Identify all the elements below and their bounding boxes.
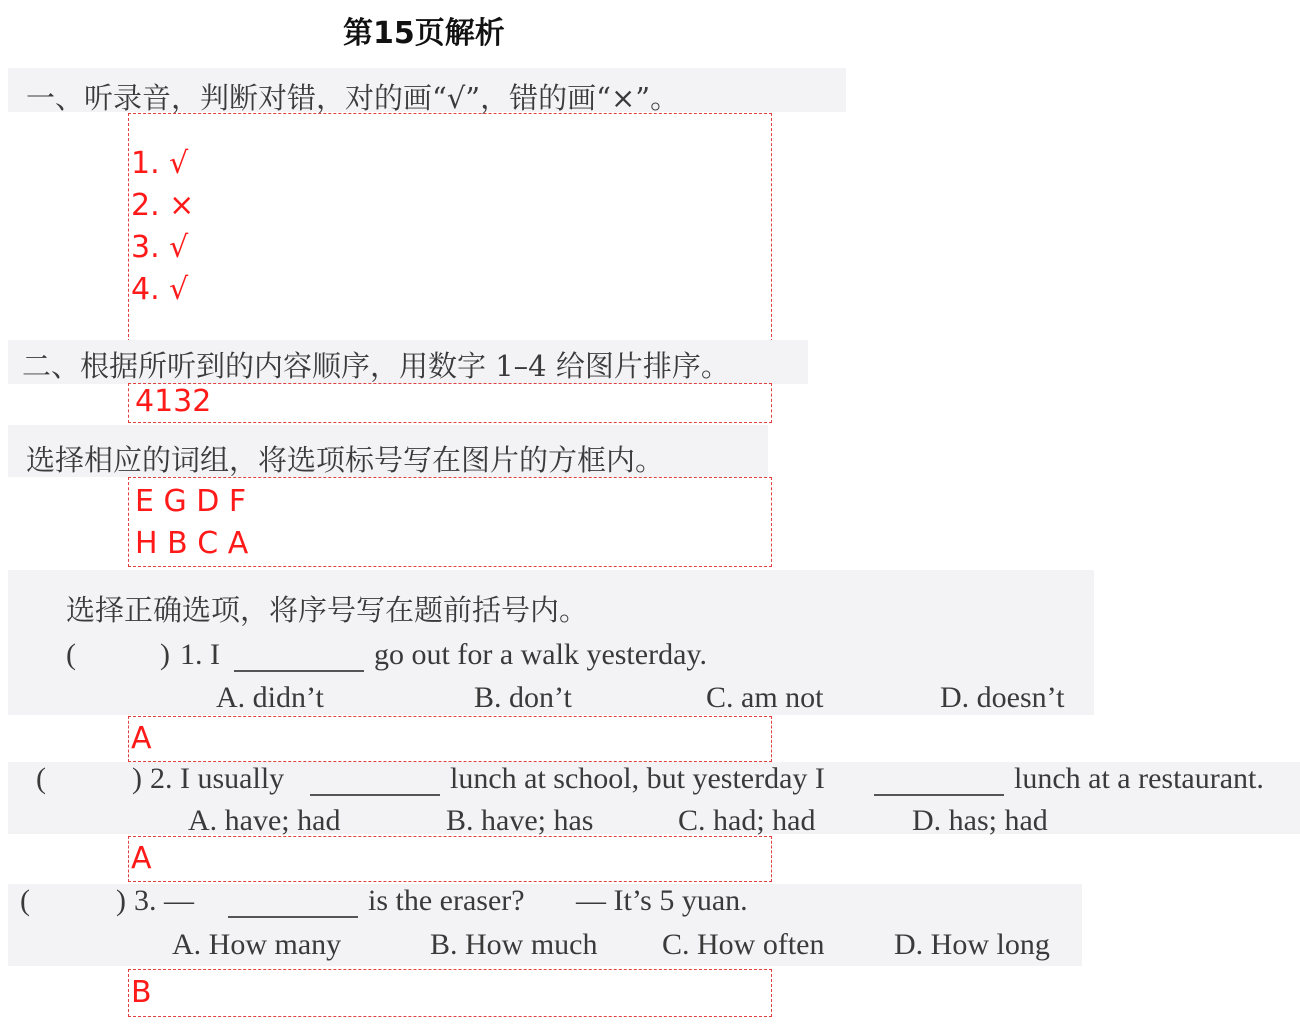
q2-text: lunch at a restaurant.: [1014, 762, 1264, 795]
q1-paren-open: (: [66, 638, 76, 671]
q2-number: 2. I usually: [150, 762, 285, 795]
section1-scan: [8, 68, 846, 115]
q3-option-c: C. How often: [662, 928, 825, 961]
answer-line: A: [131, 841, 152, 876]
answer-line: 3. √: [131, 230, 189, 265]
answer-line: A: [131, 721, 152, 756]
q2-option-b: B. have; has: [446, 804, 594, 837]
q3-option-b: B. How much: [430, 928, 598, 961]
q1-option-c: C. am not: [706, 681, 824, 714]
section3-answer-box: [128, 477, 772, 567]
q2-paren-open: (: [36, 762, 46, 795]
answer-line: 1. √: [131, 146, 189, 181]
answer-line: E G D F: [135, 484, 247, 519]
q3-mid-text: is the eraser?: [368, 884, 525, 917]
q3-paren-close: ): [116, 884, 126, 917]
answer-line: 4. √: [131, 272, 189, 307]
q2-blank-1: [310, 794, 440, 796]
section1-answer-box: [128, 113, 772, 342]
q3-paren-open: (: [20, 884, 30, 917]
section2-scan: [8, 340, 808, 384]
q1-option-d: D. doesn’t: [940, 681, 1065, 714]
q2-option-c: C. had; had: [678, 804, 816, 837]
answer-line: B: [131, 975, 152, 1010]
q3-option-d: D. How long: [894, 928, 1050, 961]
q1-text: go out for a walk yesterday.: [374, 638, 707, 671]
q1-answer-box: [128, 716, 772, 762]
q3-option-a: A. How many: [172, 928, 342, 961]
q2-paren-close: ): [132, 762, 142, 795]
q2-blank-2: [874, 794, 1004, 796]
q1-number: 1. I: [180, 638, 220, 671]
page-title: 第15页解析: [343, 16, 505, 51]
q3-number: 3. —: [134, 884, 194, 917]
q2-answer-box: [128, 836, 772, 882]
q1-option-a: A. didn’t: [216, 681, 324, 714]
q3-blank: [228, 916, 358, 918]
q1-paren-close: ): [160, 638, 170, 671]
q2-option-a: A. have; had: [188, 804, 341, 837]
section3-heading: 选择相应的词组，将选项标号写在图片的方框内。: [26, 443, 665, 477]
answer-line: 2. ×: [131, 188, 195, 223]
section2-heading: 二、根据所听到的内容顺序，用数字 1–4 给图片排序。: [22, 349, 730, 383]
section4-scan: [8, 570, 1094, 715]
answer-line: H B C A: [135, 526, 249, 561]
q1-blank: [234, 670, 364, 672]
section4-heading: 选择正确选项，将序号写在题前括号内。: [66, 593, 589, 627]
q3-answer-box: [128, 969, 772, 1017]
q2-scan: [8, 762, 1300, 837]
q3-text: — It’s 5 yuan.: [576, 884, 748, 917]
q2-option-d: D. has; had: [912, 804, 1048, 837]
q1-option-b: B. don’t: [474, 681, 572, 714]
section1-heading: 一、听录音，判断对错，对的画“√”，错的画“×”。: [26, 81, 680, 115]
q2-mid-text: lunch at school, but yesterday I: [450, 762, 825, 795]
section2-answer-box: [128, 383, 772, 423]
q3-scan: [8, 884, 1082, 966]
section3-scan: [8, 425, 768, 477]
answer-line: 4132: [135, 384, 212, 419]
